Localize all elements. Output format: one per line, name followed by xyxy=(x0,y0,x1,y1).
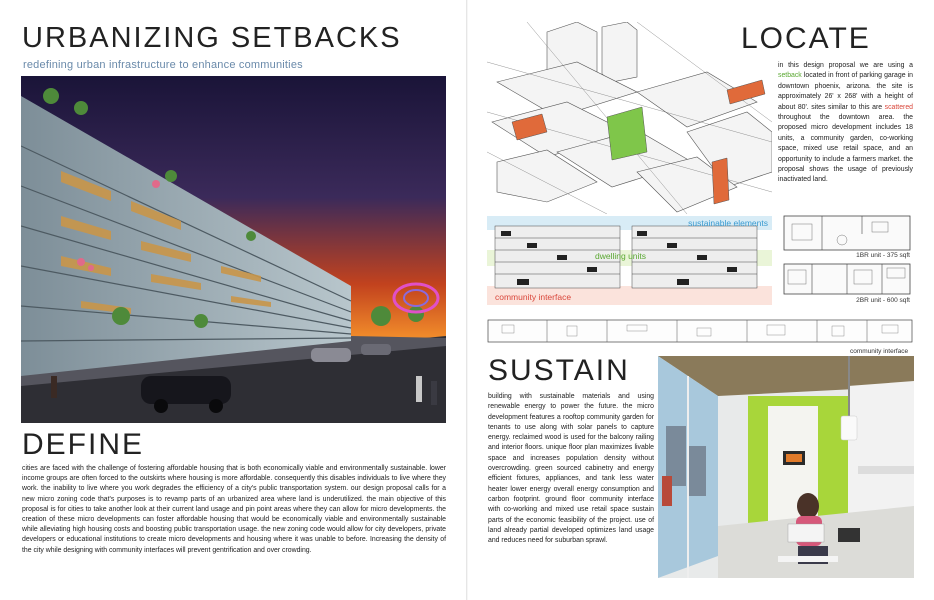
hero-rendering-image xyxy=(21,76,446,423)
page-title: URBANIZING SETBACKS xyxy=(22,22,402,54)
define-paragraph: cities are faced with the challenge of fostering affordable housing that is both economically viable and environmentally sustainable. lower income groups are often forced to the outskirts where housing is more affordable. consequently this disables individuals to live where they work. the inability to live where you work degrades the efficiency of a city's public transportation system. our design proposal calls for a new micro zoning code that's purposes is to revamp parts of an urbanized area where land is underutilized. the main objective of this proposal is for cities to take another look at their current land usage and pin point areas where they can allow for micro developments. the creation of these micro developments can foster affordable housing that would be economically viable and environmentally sustainable while alleviating high housing costs and boosting public transportation usage. the new zoning code would allow for city developers, private developers or educational institutions to create micro developments and housing where it was unable to before. Increasing the density of the city while designing with community interfaces will prevent gentrification and over crowding. xyxy=(22,465,446,554)
setback-highlight: setback xyxy=(778,72,802,80)
locate-text-part3: throughout the downtown area. the proposed micro development includes 18 units, a community garden, co-working space, mixed use retail space, and an opportunity to include a farmers market. the proposal shows the usage of previously inactivated land. xyxy=(778,114,913,184)
interior-rendering-image xyxy=(658,356,914,578)
locate-paragraph xyxy=(778,61,913,186)
ground-floor-plan xyxy=(487,316,913,346)
one-bedroom-label: 1BR unit - 375 sqft xyxy=(856,252,910,259)
community-interface-label: community interface xyxy=(495,292,572,302)
locate-text-part2: located in front of parking garage in downtown phoenix, arizona. the site is approximately 26' x 268' with a height of about 80'. sites similar to this are xyxy=(778,72,913,111)
sustain-heading: SUSTAIN xyxy=(488,354,630,387)
page-subtitle: redefining urban infrastructure to enhance communities xyxy=(23,59,303,71)
aerial-site-diagram xyxy=(487,22,772,214)
locate-text-part1: in this design proposal we are using a xyxy=(778,62,913,69)
sustainable-elements-label: sustainable elements xyxy=(688,218,768,228)
floorplan-label: community interface xyxy=(850,348,909,355)
dwelling-units-label: dwelling units xyxy=(595,251,647,261)
page-gutter xyxy=(466,0,468,600)
sustain-paragraph: building with sustainable materials and using renewable energy to power the future. the micro development features a rooftop community garden for tenants to use along with solar panels to capture energy. reclaimed wood is used for the balcony railing and interior floors. unique floor plan maximizes livable space and increases population density without overcrowding. green sourced cabinetry and energy efficient fixtures, appliances, and tank less water heater lower energy overall energy consumption and carbon footprint. ground floor community interface with co-working and mixed use retail space sustain parts of the economic feasibility of the project. use of land already partial developed optimizes land usage and reduces need for suburban sprawl. xyxy=(488,393,654,545)
define-heading: DEFINE xyxy=(22,428,145,461)
scattered-highlight: scattered xyxy=(884,103,913,111)
two-bedroom-plan xyxy=(782,262,912,306)
two-bedroom-label: 2BR unit - 600 sqft xyxy=(856,297,910,304)
building-section-diagram xyxy=(487,216,772,305)
one-bedroom-plan xyxy=(782,214,912,262)
locate-heading: LOCATE xyxy=(741,22,871,55)
